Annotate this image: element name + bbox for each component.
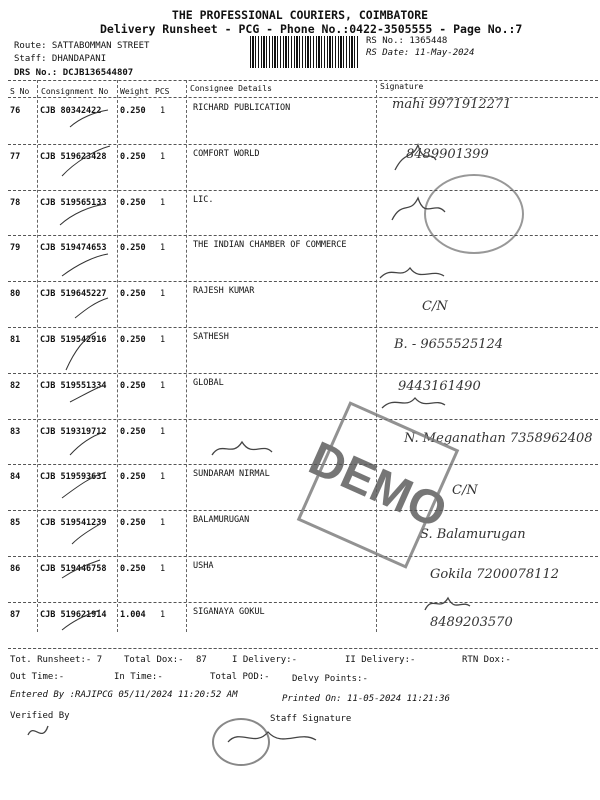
row-consignee: SATHESH (193, 332, 229, 342)
row-signature-text: N. Meganathan 7358962408 (404, 431, 593, 446)
delvy-points: Delvy Points:- (292, 674, 368, 684)
staff-label: Staff: DHANDAPANI (14, 54, 107, 64)
row-consignment: CJB 519593631 (40, 472, 107, 483)
row-weight: 0.250 (120, 106, 146, 116)
row-weight: 0.250 (120, 151, 146, 162)
row-pcs: 1 (160, 426, 166, 437)
row-signature-text: 8489203570 (430, 615, 513, 630)
row-signature-text: C/N (452, 483, 478, 498)
tot-runsheet: Tot. Runsheet:- 7 (10, 655, 103, 665)
col-consignee: Consignee Details (190, 84, 272, 93)
total-dox-value: 87 (196, 655, 207, 665)
row-signature-text: B. - 9655525124 (394, 337, 504, 352)
row-consignee: GLOBAL (193, 377, 224, 388)
row-consignee: RAJESH KUMAR (193, 286, 255, 297)
row-consignment: CJB 519319712 (40, 426, 107, 437)
rtn-dox: RTN Dox:- (462, 655, 511, 665)
col-signature: Signature (380, 82, 424, 91)
col-pcs: PCS (155, 87, 170, 96)
col-consignment: Consignment No (41, 87, 109, 96)
verified-by: Verified By (10, 711, 70, 721)
row-consignee: COMFORT WORLD (193, 148, 260, 159)
col-sno: S No (10, 87, 30, 96)
row-weight: 0.250 (120, 564, 146, 574)
row-sno: 77 (10, 151, 21, 162)
row-signature-text: 8489901399 (406, 147, 489, 162)
out-time: Out Time:- (10, 672, 65, 682)
demo-watermark: DEMO (297, 401, 460, 569)
entered-by: Entered By :RAJIPCG 05/11/2024 11:20:52 AM (10, 690, 238, 700)
row-sno: 84 (10, 472, 21, 483)
row-pcs: 1 (160, 564, 166, 574)
row-sno: 76 (10, 106, 21, 116)
ii-delivery: II Delivery:- (345, 655, 416, 665)
rs-date: RS Date: 11-May-2024 (366, 48, 475, 58)
runsheet-title: Delivery Runsheet - PCG - Phone No.:0422-3505555 - Page No.:7 (100, 22, 523, 36)
row-weight: 0.250 (120, 518, 146, 529)
row-pcs: 1 (160, 472, 166, 483)
row-consignment: CJB 80342422 (40, 106, 102, 116)
total-dox-label: Total Dox:- (124, 655, 184, 665)
row-signature-text: 9443161490 (398, 379, 481, 394)
row-consignment: CJB 519565133 (40, 197, 107, 208)
row-pcs: 1 (160, 609, 166, 620)
route-label: Route: SATTABOMMAN STREET (14, 41, 150, 51)
row-weight: 0.250 (120, 289, 146, 300)
row-pcs: 1 (160, 151, 166, 162)
col-weight: Weight (120, 87, 149, 96)
row-sno: 78 (10, 197, 21, 208)
row-weight: 0.250 (120, 472, 146, 483)
row-sno: 86 (10, 564, 21, 574)
row-weight: 0.250 (120, 335, 146, 345)
row-consignment: CJB 519542916 (40, 335, 107, 345)
row-sno: 82 (10, 380, 21, 391)
row-consignee: THE INDIAN CHAMBER OF COMMERCE (193, 240, 347, 251)
drs-number: DRS No.: DCJB136544807 (14, 68, 134, 78)
row-consignee: SIGANAYA GOKUL (193, 606, 265, 617)
row-consignment: CJB 519623428 (40, 151, 107, 162)
i-delivery: I Delivery:- (232, 655, 298, 665)
row-sno: 87 (10, 609, 21, 620)
row-signature-text: S. Balamurugan (420, 527, 526, 542)
row-pcs: 1 (160, 518, 166, 529)
staff-seal (212, 718, 270, 766)
row-consignment: CJB 519446758 (40, 564, 107, 574)
row-pcs: 1 (160, 380, 166, 391)
row-consignment: CJB 519645227 (40, 289, 107, 300)
row-consignee: RICHARD PUBLICATION (193, 103, 291, 113)
row-consignee: SUNDARAM NIRMAL (193, 469, 270, 480)
row-sno: 79 (10, 243, 21, 254)
in-time: In Time:- (114, 672, 163, 682)
row-sno: 83 (10, 426, 21, 437)
row-sno: 80 (10, 289, 21, 300)
pen-ticks (60, 110, 110, 630)
row-weight: 0.250 (120, 380, 146, 391)
row-pcs: 1 (160, 243, 166, 254)
row-consignment: CJB 519621914 (40, 609, 107, 620)
row-consignee: LIC. (193, 194, 214, 205)
row-signature-text: Gokila 7200078112 (430, 567, 559, 582)
row-signature-text: mahi 9971912271 (392, 97, 512, 112)
row-sno: 85 (10, 518, 21, 529)
company-seal (424, 174, 524, 254)
row-signature-text: C/N (422, 299, 448, 314)
rs-number: RS No.: 1365448 (366, 36, 448, 46)
row-pcs: 1 (160, 335, 166, 345)
row-pcs: 1 (160, 106, 166, 116)
row-weight: 0.250 (120, 197, 146, 208)
row-weight: 0.250 (120, 426, 146, 437)
staff-signature-label: Staff Signature (270, 714, 352, 724)
row-weight: 1.004 (120, 609, 146, 620)
printed-on: Printed On: 11-05-2024 11:21:36 (282, 694, 450, 704)
footer-rule (8, 648, 598, 649)
row-pcs: 1 (160, 289, 166, 300)
company-title: THE PROFESSIONAL COURIERS, COIMBATORE (171, 8, 429, 22)
row-sno: 81 (10, 335, 21, 345)
row-consignment: CJB 519474653 (40, 243, 107, 254)
row-consignee: BALAMURUGAN (193, 515, 250, 526)
total-pod: Total POD:- (210, 672, 270, 682)
row-consignment: CJB 519551334 (40, 380, 107, 391)
row-consignee: USHA (193, 561, 214, 571)
row-pcs: 1 (160, 197, 166, 208)
row-consignment: CJB 519541239 (40, 518, 107, 529)
row-weight: 0.250 (120, 243, 146, 254)
